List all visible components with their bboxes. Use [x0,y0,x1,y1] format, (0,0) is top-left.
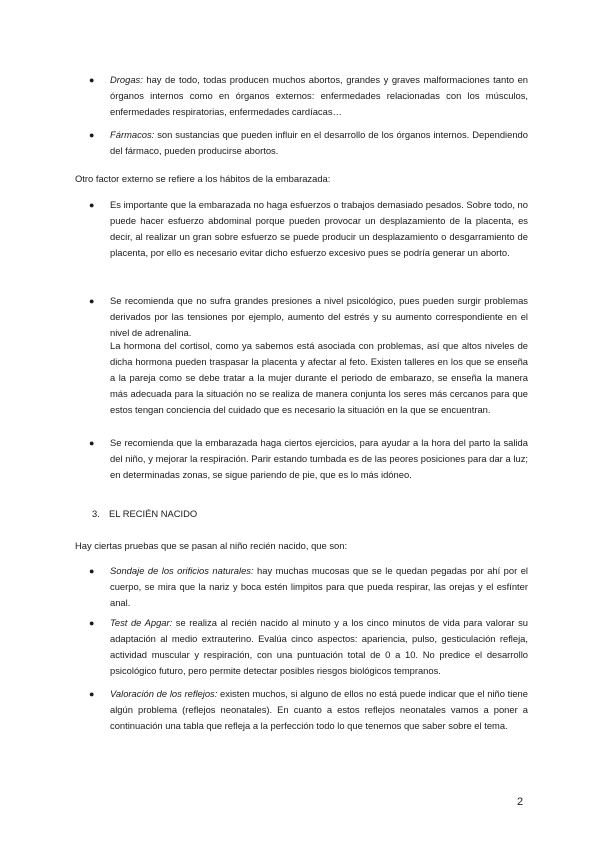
list-item-esfuerzos: Es importante que la embarazada no haga esfuerzos o trabajos demasiado pesados. Sobre todo, no puede hacer esfuerzo abdominal porque pueden provocar un desplazamiento de la placenta, es decir, al realizar un gran sobre esfuerzo se puede producir un desplazamiento o desgarramiento de placenta, por ello es necesario evitar dicho esfuerzo excesivo pues se podría generar un aborto. [110,199,528,258]
bullet-marker: ● [89,296,95,306]
list-item-presiones: Se recomienda que no sufra grandes presiones a nivel psicológico, pues pueden surgir problemas derivados por las tensiones por ejemplo, aumento del estrés y su aumento correspondiente en el nivel de adrenalina. [110,295,528,338]
list-item-text: se realiza al recién nacido al minuto y a los cinco minutos de vida para valorar su adaptación al medio extrauterino. Evalúa cinco aspectos: apariencia, pulso, gesticulación refleja, actividad muscular y respiración, con una puntuación total de 0 a 10. No predice el desarrollo psicológico futuro, pero permite detectar posibles riesgos biológicos tempranos. [110,617,528,676]
list-item-text: hay muchas mucosas que se le quedan pegadas por ahí por el cuerpo, se mira que la nariz y boca estén limpitos para que pueda respirar, las orejas y el esfínter anal. [110,565,528,608]
bullet-marker: ● [89,689,95,699]
page-number: 2 [517,796,524,808]
list-item-text: existen muchos, si alguno de ellos no está puede indicar que el niño tiene algún problema (reflejos neonatales). En cuanto a estos reflejos neonatales vamos a poner a continuación una tabla que refleja a la perfección todo lo que tenemos que saber sobre el tema. [110,688,528,731]
bullet-marker: ● [89,200,95,210]
list-item-sondaje [110,563,528,611]
list-item-farmacos [110,127,528,159]
list-item-drogas [110,72,528,120]
section-heading [92,506,197,522]
paragraph-pruebas: Hay ciertas pruebas que se pasan al niño recién nacido, que son: [75,540,348,551]
section-number: 3. [92,508,100,519]
list-item-term: Drogas: [110,74,143,85]
bullet-marker: ● [89,566,95,576]
list-item-apgar [110,615,528,679]
paragraph-cortisol: La hormona del cortisol, como ya sabemos está asociada con problemas, así que altos niveles de dicha hormona pueden traspasar la placenta y afectar al feto. Existen talleres en los que se enseña a la pareja como se debe tratar a la mujer durante el periodo de embarazo, se enseña la manera más adecuada para la situación no se realiza de manera conjunta los seres más cercanos para que estos tengan conciencia del cuidado que es necesario la situación en la que se encuentran. [110,340,528,415]
list-item-ejercicios: Se recomienda que la embarazada haga ciertos ejercicios, para ayudar a la hora del parto la salida del niño, y mejorar la respiración. Parir estando tumbada es de las peores posiciones para dar a luz; en determinadas zonas, se sigue pariendo de pie, que es lo más idóneo. [110,437,528,480]
list-item-term: Valoración de los reflejos: [110,688,218,699]
bullet-marker: ● [89,75,95,85]
paragraph-otro-factor: Otro factor externo se refiere a los hábitos de la embarazada: [75,173,331,184]
list-item-reflejos [110,686,528,734]
list-item-term: Test de Apgar: [110,617,173,628]
list-item-term: Sondaje de los orificios naturales: [110,565,254,576]
bullet-marker: ● [89,618,95,628]
bullet-marker: ● [89,438,95,448]
list-item-text: son sustancias que pueden influir en el desarrollo de los órganos internos. Dependiendo del fármaco, pueden producirse abortos. [110,129,528,156]
list-item-text: hay de todo, todas producen muchos abortos, grandes y graves malformaciones tanto en órganos internos como en órganos externos: enfermedades relacionadas con los músculos, enfermedades respiratorias, enfermedades cardíacas… [110,74,528,117]
list-item-term: Fármacos: [110,129,155,140]
bullet-marker: ● [89,130,95,140]
section-title: EL RECIÉN NACIDO [109,508,198,519]
